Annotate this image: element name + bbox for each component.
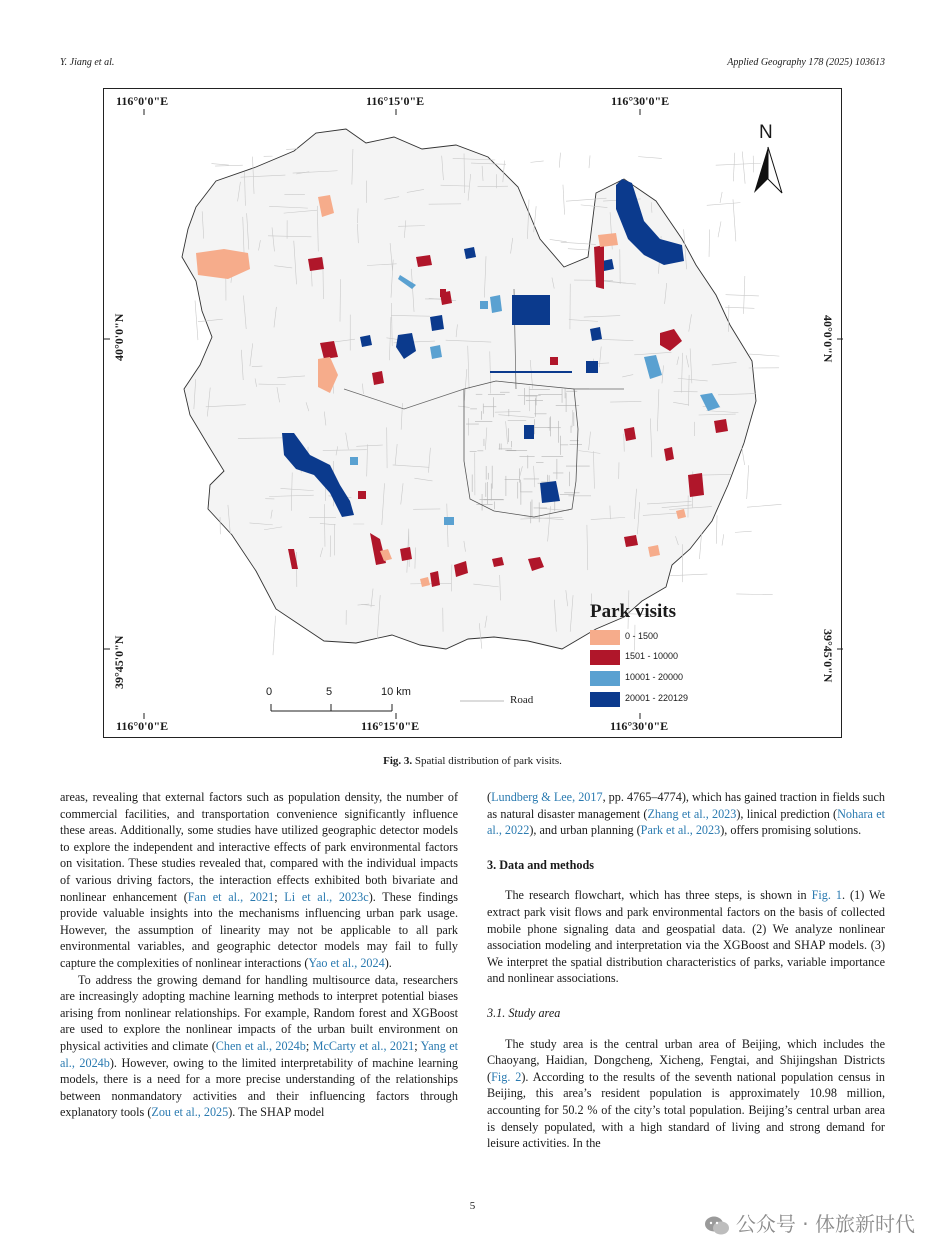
park-polygon xyxy=(524,425,534,439)
road-segment xyxy=(716,163,761,165)
wechat-watermark xyxy=(704,1208,915,1236)
scale-label-0: 0 xyxy=(266,686,273,698)
text-run: ). However, owing to the limited interpretability of machine learning models, there is a need for a more precise understanding of the relationships between nonmandatory activities and their influencing factors through explanatory tools ( xyxy=(60,1055,458,1120)
legend-swatch xyxy=(590,630,620,645)
park-polygon xyxy=(512,295,550,325)
park-polygon xyxy=(360,335,372,347)
coord-right-2: 39°45'0"N xyxy=(821,629,835,683)
paragraph xyxy=(487,1036,885,1152)
road-segment xyxy=(725,307,754,308)
road-segment xyxy=(559,153,560,168)
coord-bottom-3: 116°30'0"E xyxy=(610,719,669,733)
road-segment xyxy=(563,185,565,215)
park-polygon xyxy=(444,517,454,525)
paragraph xyxy=(60,972,458,1121)
text-run: ). According to the results of the seventh national population census in Beijing, this area’s resident population is approximately 10.98 million, accounting for 50.2 % of the city’s total population. Beijing’s central urban area is densely populated, with a high standard of living and strong demand for leisure activities. In the xyxy=(487,1069,885,1151)
park-polygon xyxy=(550,357,558,365)
road-segment xyxy=(733,153,735,182)
text-run: To address the growing demand for handling multisource data, researchers are increasingly adopting machine learning methods to interpret potential biases arising from nonlinear relationships. For example, Random forest and XGBoost are used to explore the nonlinear impacts of the urban built environment on physical activities and climate ( xyxy=(60,972,458,1053)
citation-link[interactable]: Zou et al., 2025 xyxy=(151,1105,229,1120)
citation-link[interactable]: McCarty et al., 2021 xyxy=(312,1038,415,1053)
citation-link[interactable]: Park et al., 2023 xyxy=(640,823,721,838)
road-segment xyxy=(707,203,741,206)
road-segment xyxy=(749,354,779,356)
park-polygon xyxy=(490,295,502,313)
road-segment xyxy=(215,165,243,166)
figure-caption-label: Fig. 3. xyxy=(383,755,413,767)
legend-swatch xyxy=(590,671,620,686)
road-segment xyxy=(273,616,276,655)
park-polygon xyxy=(440,289,446,297)
coord-left-1: 40°0'0"N xyxy=(112,313,126,361)
road-segment xyxy=(722,534,724,545)
coord-bottom-1: 116°0'0"E xyxy=(116,719,169,733)
text-run: . (1) We extract park visit flows and park environmental factors on the basis of collected mobile phone signaling data and geospatial data. (2) We analyze nonlinear association modeling and interpretation via the XGBoost and SHAP models. (3) We interpret the spatial distribution characteristics of parks, variable importance and nonlinear associations. xyxy=(487,888,885,986)
running-header-journal: Applied Geography 178 (2025) 103613 xyxy=(727,57,885,68)
road-segment xyxy=(211,164,228,166)
text-run: ), linical prediction ( xyxy=(736,806,838,821)
road-segment xyxy=(670,574,707,576)
scale-label-10km: 10 km xyxy=(381,686,411,698)
paragraph xyxy=(487,887,885,987)
text-run: ). The SHAP model xyxy=(228,1105,325,1120)
coord-bottom-2: 116°15'0"E xyxy=(361,719,420,733)
figure-caption xyxy=(0,755,945,767)
citation-link[interactable]: Fan et al., 2021 xyxy=(187,889,275,904)
road-segment xyxy=(742,448,745,465)
citation-link[interactable]: Li et al., 2023c xyxy=(284,889,369,904)
road-segment xyxy=(736,594,772,595)
citation-link[interactable]: Yang et al., 2024b xyxy=(60,1038,459,1070)
text-run: , pp. 4765–4774), which has gained traction in fields such as natural disaster management ( xyxy=(487,790,885,821)
park-polygon xyxy=(464,247,476,259)
citation-link[interactable]: Lundberg & Lee, 2017 xyxy=(491,790,603,804)
park-polygon xyxy=(688,473,704,497)
coord-top-3: 116°30'0"E xyxy=(611,94,670,108)
park-polygon xyxy=(480,301,488,309)
coord-top-2: 116°15'0"E xyxy=(366,94,425,108)
road-segment xyxy=(735,531,752,532)
figure-link[interactable]: Fig. 1 xyxy=(811,888,842,903)
road-segment xyxy=(568,249,590,250)
citation-link[interactable]: Yao et al., 2024 xyxy=(308,955,385,970)
park-polygon xyxy=(714,419,728,433)
text-run: ). xyxy=(384,955,392,970)
park-polygon xyxy=(598,233,618,247)
section-heading: 3. Data and methods xyxy=(487,857,594,872)
running-header-authors: Y. Jiang et al. xyxy=(60,57,115,68)
figure-caption-text: Spatial distribution of park visits. xyxy=(412,755,562,767)
road-segment xyxy=(742,151,745,183)
right-column xyxy=(487,789,885,1152)
road-segment xyxy=(709,230,710,257)
park-polygon xyxy=(372,371,384,385)
watermark-text: 公众号 · 体旅新时代 xyxy=(735,1212,915,1236)
legend-swatch xyxy=(590,692,620,707)
subsection-heading: 3.1. Study area xyxy=(487,1005,561,1020)
legend-label: 10001 - 20000 xyxy=(625,672,684,682)
map-canvas xyxy=(104,89,843,739)
left-column xyxy=(60,789,458,1121)
legend-swatch xyxy=(590,650,620,665)
park-polygon xyxy=(590,327,602,341)
north-arrow-icon xyxy=(754,147,782,193)
text-run: ), offers promising solutions. xyxy=(720,823,862,838)
road-segment xyxy=(589,155,590,168)
paragraph xyxy=(60,789,458,972)
park-polygon xyxy=(430,315,444,331)
road-label: Road xyxy=(510,694,534,706)
coord-top-1: 116°0'0"E xyxy=(116,94,169,108)
park-polygon xyxy=(308,257,324,271)
text-run: areas, revealing that external factors such as population density, the number of commercial facilities, and transportation convenience significantly influence these areas. Additionally, some studies have utilized geographic detector models to explore the independent and interactive effects of park environmental factors on visitation. These studies revealed that, compared with the individual impacts of various driving factors, the interaction effects exhibited both bivariate and nonlinear enhancement ( xyxy=(60,790,458,904)
park-polygon xyxy=(400,547,412,561)
park-polygon xyxy=(648,545,660,557)
scale-bar xyxy=(271,704,392,711)
coord-right-1: 40°0'0"N xyxy=(821,315,835,363)
figure-link[interactable]: Fig. 2 xyxy=(491,1069,522,1084)
citation-link[interactable]: Nohara et al., 2022 xyxy=(487,806,885,838)
text-run: ( xyxy=(487,790,492,804)
park-polygon xyxy=(358,491,366,499)
road-segment xyxy=(195,301,198,340)
road-segment xyxy=(550,239,567,241)
paragraph xyxy=(487,789,885,839)
legend-label: 20001 - 220129 xyxy=(625,693,689,703)
citation-link[interactable]: Zhang et al., 2023 xyxy=(647,806,737,821)
park-polygon xyxy=(624,427,636,441)
park-polygon xyxy=(624,535,638,547)
road-segment xyxy=(638,157,662,159)
legend-label: 0 - 1500 xyxy=(625,631,659,641)
text-run: ), and urban planning ( xyxy=(529,823,641,838)
wechat-icon xyxy=(704,1215,730,1237)
road-segment xyxy=(530,161,543,162)
page-number: 5 xyxy=(469,1200,476,1212)
park-polygon xyxy=(416,255,432,267)
north-label: N xyxy=(759,122,773,143)
text-run: ; xyxy=(414,1038,421,1053)
road-segment xyxy=(726,295,759,296)
citation-link[interactable]: Chen et al., 2024b xyxy=(215,1038,306,1053)
coord-left-2: 39°45'0"N xyxy=(112,635,126,689)
road-segment xyxy=(718,221,721,237)
text-run: The study area is the central urban area of Beijing, which includes the Chaoyang, Haidian, Dongcheng, Xicheng, Fengtai, and Shijingshan Districts ( xyxy=(487,1036,885,1084)
text-run: ; xyxy=(274,889,285,904)
park-polygon xyxy=(350,457,358,465)
park-polygon xyxy=(430,345,442,359)
road-segment xyxy=(747,465,749,499)
road-segment xyxy=(716,515,717,543)
figure-map xyxy=(103,88,842,738)
scale-label-5: 5 xyxy=(326,686,333,698)
park-polygon xyxy=(490,371,572,373)
park-polygon xyxy=(586,361,598,373)
road-segment xyxy=(747,504,781,507)
legend-label: 1501 - 10000 xyxy=(625,651,679,661)
road-segment xyxy=(733,199,736,241)
road-segment xyxy=(720,192,722,203)
text-run: The research flowchart, which has three steps, is shown in xyxy=(505,888,812,903)
legend-title: Park visits xyxy=(590,601,677,622)
text-run: ; xyxy=(305,1038,313,1053)
text-run: ). These findings provide valuable insights into the mechanisms influencing urban park usage. However, the assumption of linearity may not be applicable to all park environmental variables, and geographic detector models may fail to fully capture the complexities of nonlinear interactions ( xyxy=(60,889,459,970)
